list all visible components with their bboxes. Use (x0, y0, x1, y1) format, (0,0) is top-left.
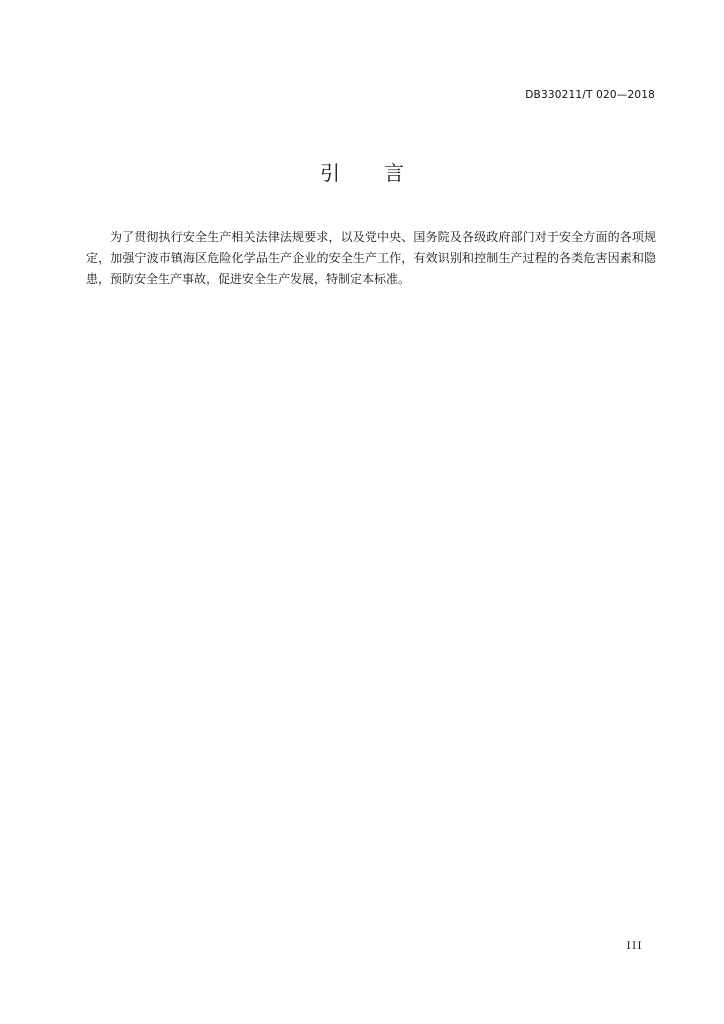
title-char-1: 引 (320, 161, 340, 185)
title-char-2: 言 (384, 161, 404, 185)
introduction-paragraph: 为了贯彻执行安全生产相关法律法规要求，以及党中央、国务院及各级政府部门对于安全方面的各项规定，加强宁波市镇海区危险化学品生产企业的安全生产工作，有效识别和控制生产过程的各类危害因素和隐患，预防安全生产事故，促进安全生产发展，特制定本标准。 (86, 230, 656, 286)
page-title (0, 161, 724, 185)
document-code: DB330211/T 020—2018 (525, 89, 655, 101)
page-number: III (626, 941, 643, 952)
